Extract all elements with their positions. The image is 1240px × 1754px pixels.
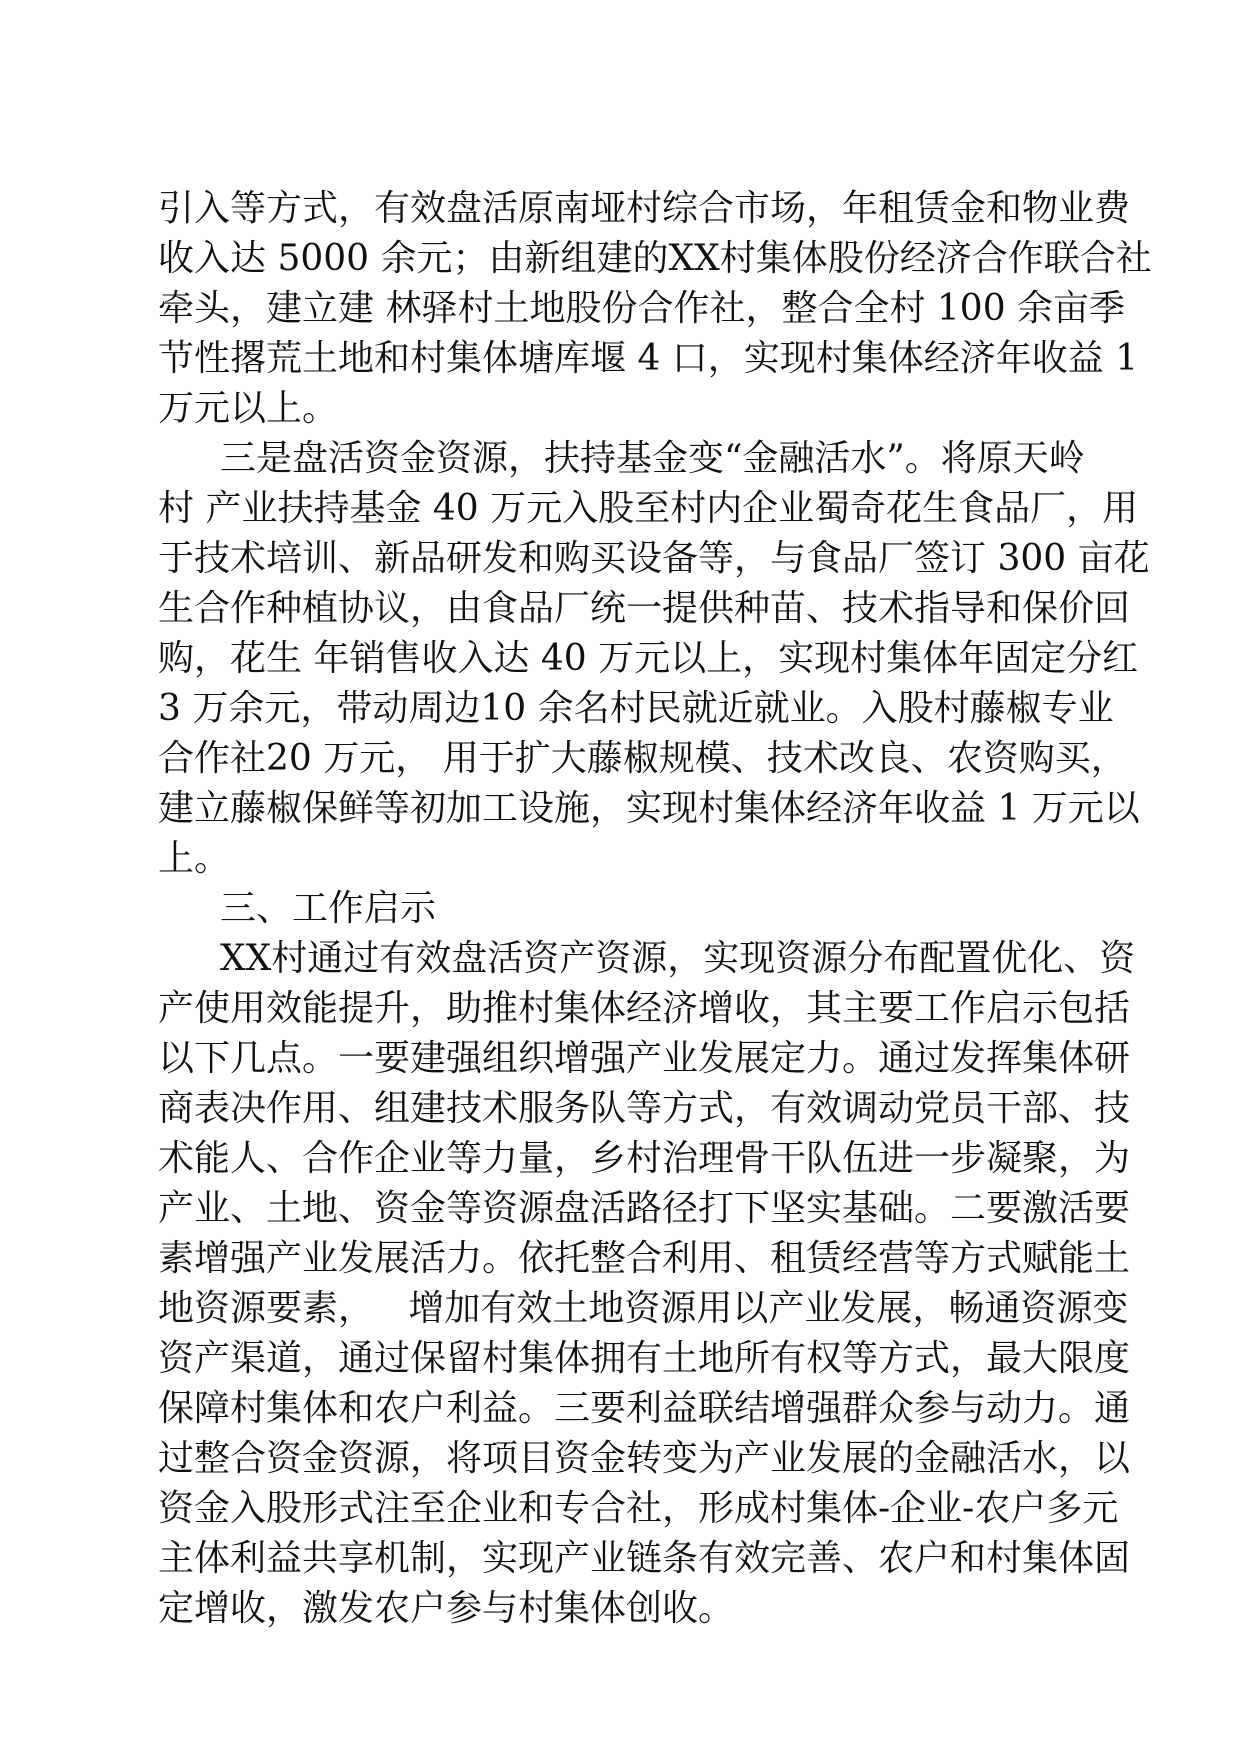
text-line: 三是盘活资金资源，扶持基金变“金融活水”。将原天岭 (220, 438, 1085, 479)
text-line: 节性撂荒土地和村集体塘库堰 4 口，实现村集体经济年收益 1 (158, 338, 1139, 379)
text-line: 建立藤椒保鲜等初加工设施，实现村集体经济年收益 1 万元以 (158, 788, 1140, 829)
text-line: 村 产业扶持基金 40 万元入股至村内企业蜀奇花生食品厂，用 (158, 488, 1139, 529)
text-line: 以下几点。一要建强组织增强产业发展定力。通过发挥集体研 (158, 1038, 1131, 1079)
paragraph-asset-revitalization (158, 184, 1152, 434)
paragraph-work-insights (158, 934, 1136, 1634)
text-line: 定增收，激发农户参与村集体创收。 (158, 1588, 735, 1629)
text-line: 资产渠道，通过保留村集体拥有土地所有权等方式，最大限度 (158, 1338, 1131, 1379)
text-line: 术能人、合作企业等力量，乡村治理骨干队伍进一步凝聚，为 (158, 1138, 1131, 1179)
text-line: 牵头，建立建 林驿村土地股份合作社，整合全村 100 余亩季 (158, 288, 1126, 329)
heading-text: 三、工作启示 (220, 888, 437, 929)
document-body (158, 184, 1152, 1634)
text-line: 产使用效能提升，助推村集体经济增收，其主要工作启示包括 (158, 988, 1131, 1029)
text-line: 地资源要素， 增加有效土地资源用以产业发展，畅通资源变 (158, 1288, 1129, 1329)
text-line: 过整合资金资源，将项目资金转变为产业发展的金融活水，以 (158, 1438, 1131, 1479)
text-line: 万元以上。 (158, 388, 339, 429)
text-line: 保障村集体和农户利益。三要利益联结增强群众参与动力。通 (158, 1388, 1131, 1429)
text-line: 资金入股形式注至企业和专合社，形成村集体-企业-农户多元 (158, 1488, 1119, 1529)
text-line: 3 万余元，带动周边10 余名村民就近就业。入股村藤椒专业 (158, 688, 1114, 729)
text-line: 主体利益共享机制，实现产业链条有效完善、农户和村集体固 (158, 1538, 1131, 1579)
text-line: 商表决作用、组建技术服务队等方式，有效调动党员干部、技 (158, 1088, 1131, 1129)
text-line: 合作社20 万元， 用于扩大藤椒规模、技术改良、农资购买， (158, 738, 1127, 779)
text-line: 素增强产业发展活力。依托整合利用、租赁经营等方式赋能土 (158, 1238, 1131, 1279)
paragraph-fund-revitalization (158, 434, 1150, 884)
section-heading (158, 884, 1078, 934)
text-line: 上。 (158, 838, 231, 879)
text-line: 购，花生 年销售收入达 40 万元以上，实现村集体年固定分红 (158, 638, 1139, 679)
text-line: 生合作种植协议，由食品厂统一提供种苗、技术指导和保价回 (158, 588, 1131, 629)
text-line: 收入达 5000 余元；由新组建的XX村集体股份经济合作联合社 (158, 238, 1152, 279)
text-line: 引入等方式，有效盘活原南垭村综合市场，年租赁金和物业费 (158, 188, 1131, 229)
text-line: 于技术培训、新品研发和购买设备等，与食品厂签订 300 亩花 (158, 538, 1150, 579)
text-line: XX村通过有效盘活资产资源，实现资源分布配置优化、资 (220, 938, 1136, 979)
text-line: 产业、土地、资金等资源盘活路径打下坚实基础。二要激活要 (158, 1188, 1131, 1229)
